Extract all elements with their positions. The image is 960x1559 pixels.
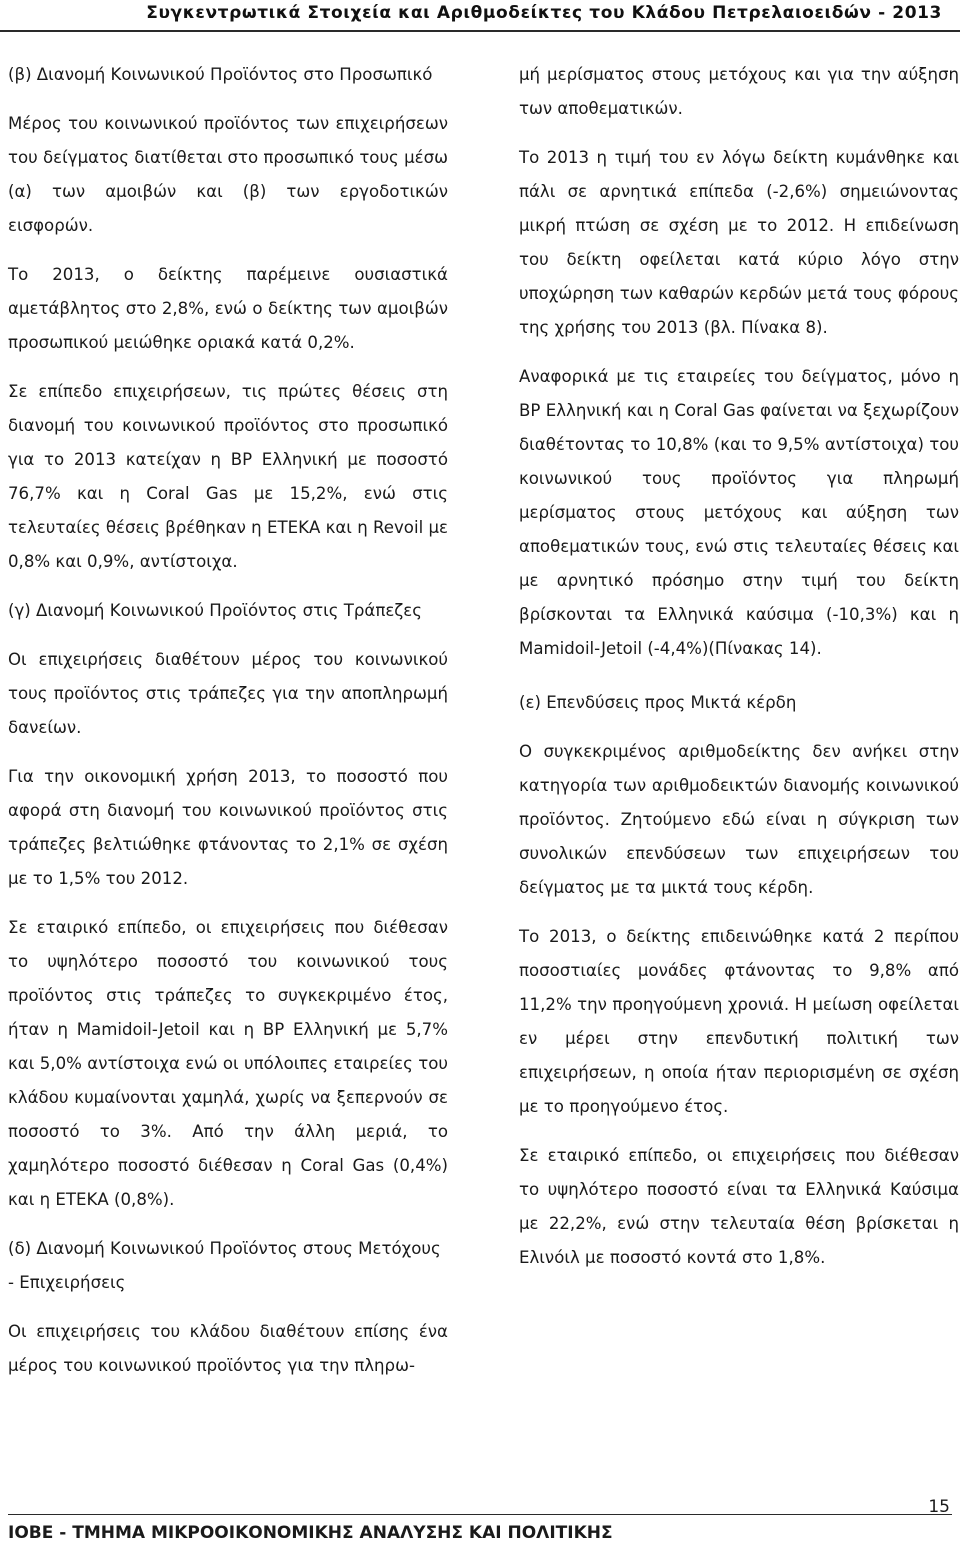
paragraph: Το 2013, ο δείκτης επιδεινώθηκε κατά 2 περίπου ποσοστιαίες μονάδες φτάνοντας το 9,8% από 11,2% την προηγούμενη χρονιά. Η μείωση οφείλεται εν μέρει στην επενδυτική πολιτική των επιχειρήσεων, η οποία ήταν περιορισμένη σε σχέση με το προηγούμενο έτος. <box>519 927 959 1116</box>
page-footer <box>8 1497 952 1549</box>
page-number: 15 <box>928 1497 950 1517</box>
paragraph: Οι επιχειρήσεις του κλάδου διαθέτουν επίσης ένα μέρος του κοινωνικού προϊόντος για την πληρω- <box>8 1322 448 1375</box>
header-title: Συγκεντρωτικά Στοιχεία και Αριθμοδείκτες του Κλάδου Πετρελαιοειδών - 2013 <box>146 3 942 23</box>
paragraph: Το 2013 η τιμή του εν λόγω δείκτη κυμάνθηκε και πάλι σε αρνητικά επίπεδα (-2,6%) σημειώνοντας μικρή πτώση σε σχέση με το 2012. Η επιδείνωση του δείκτη οφείλεται κατά κύριο λόγο στην υποχώρηση των καθαρών κερδών μετά τους φόρους της χρήσης του 2013 (βλ. Πίνακα 8). <box>519 148 959 337</box>
paragraph: Αναφορικά με τις εταιρείες του δείγματος, μόνο η BP Ελληνική και η Coral Gas φαίνεται να ξεχωρίζουν διαθέτοντας το 10,8% (και το 9,5% αντίστοιχα) του κοινωνικού τους προϊόντος για πληρωμή μερίσματος στους μετόχους και αύξηση των αποθεματικών τους, ενώ στις τελευταίες θέσεις και με αρνητικό πρόσημο στην τιμή του δείκτη βρίσκονται τα Ελληνικά καύσιμα (-10,3%) και η Mamidoil-Jetoil (-4,4%)(Πίνακας 14). <box>519 367 959 658</box>
paragraph: Το 2013, ο δείκτης παρέμεινε ουσιαστικά αμετάβλητος στο 2,8%, ενώ ο δείκτης των αμοιβών προσωπικού μειώθηκε οριακά κατά 0,2%. <box>8 265 448 352</box>
paragraph: Σε εταιρικό επίπεδο, οι επιχειρήσεις που διέθεσαν το υψηλότερο ποσοστό του κοινωνικού τους προϊόντος στις τράπεζες το συγκεκριμένο έτος, ήταν η Mamidoil-Jetoil και η BP Ελληνική με 5,7% και 5,0% αντίστοιχα ενώ οι υπόλοιπες εταιρείες του κλάδου κυμαίνονται χαμηλά, χωρίς να ξεπερνούν σε ποσοστό το 3%. Από την άλλη μεριά, το χαμηλότερο ποσοστό διέθεσαν η Coral Gas (0,4%) και η ΕΤΕΚΑ (0,8%). <box>8 918 448 1209</box>
paragraph: Σε εταιρικό επίπεδο, οι επιχειρήσεις που διέθεσαν το υψηλότερο ποσοστό είναι τα Ελληνικά Καύσιμα με 22,2%, ενώ στην τελευταία θέση βρίσκεται η Ελινόιλ με ποσοστό κοντά στο 1,8%. <box>519 1146 959 1267</box>
paragraph: Μέρος του κοινωνικού προϊόντος των επιχειρήσεων του δείγματος διατίθεται στο προσωπικό τους μέσω (α) των αμοιβών και (β) των εργοδοτικών εισφορών. <box>8 114 449 235</box>
footer-organization: ΙΟΒΕ - ΤΜΗΜΑ ΜΙΚΡΟΟΙΚΟΝΟΜΙΚΗΣ ΑΝΑΛΥΣΗΣ ΚΑΙ ΠΟΛΙΤΙΚΗΣ <box>8 1523 613 1543</box>
right-column <box>519 58 959 1275</box>
paragraph: Για την οικονομική χρήση 2013, το ποσοστό που αφορά στη διανομή του κοινωνικού προϊόντος στις τράπεζες βελτιώθηκε φτάνοντας το 2,1% σε σχέση με το 1,5% του 2012. <box>8 767 448 888</box>
paragraph: Οι επιχειρήσεις διαθέτουν μέρος του κοινωνικού τους προϊόντος στις τράπεζες για την αποπληρωμή δανείων. <box>8 650 448 737</box>
section-heading-d: (δ) Διανομή Κοινωνικού Προϊόντος στους Μετόχους - Επιχειρήσεις <box>8 1239 441 1292</box>
section-heading-c: (γ) Διανομή Κοινωνικού Προϊόντος στις Τράπεζες <box>8 601 423 620</box>
section-heading-b: (β) Διανομή Κοινωνικού Προϊόντος στο Προσωπικό <box>8 65 433 84</box>
paragraph: Σε επίπεδο επιχειρήσεων, τις πρώτες θέσεις στη διανομή του κοινωνικού προϊόντος στο προσωπικό για το 2013 κατείχαν η BP Ελληνική με ποσοστό 76,7% και η Coral Gas με 15,2%, ενώ στις τελευταίες θέσεις βρέθηκαν η ΕΤΕΚΑ και η Revoil με 0,8% και 0,9%, αντίστοιχα. <box>8 382 448 571</box>
page-header <box>0 0 960 32</box>
paragraph: Ο συγκεκριμένος αριθμοδείκτης δεν ανήκει στην κατηγορία των αριθμοδεικτών διανομής κοινωνικού προϊόντος. Ζητούμενο εδώ είναι η σύγκριση των συνολικών επενδύσεων των επιχειρήσεων του δείγματος με τα μικτά τους κέρδη. <box>519 742 959 897</box>
section-heading-e: (ε) Επενδύσεις προς Μικτά κέρδη <box>519 693 797 712</box>
paragraph: μή μερίσματος στους μετόχους και για την αύξηση των αποθεματικών. <box>519 65 959 118</box>
left-column <box>8 58 448 1383</box>
